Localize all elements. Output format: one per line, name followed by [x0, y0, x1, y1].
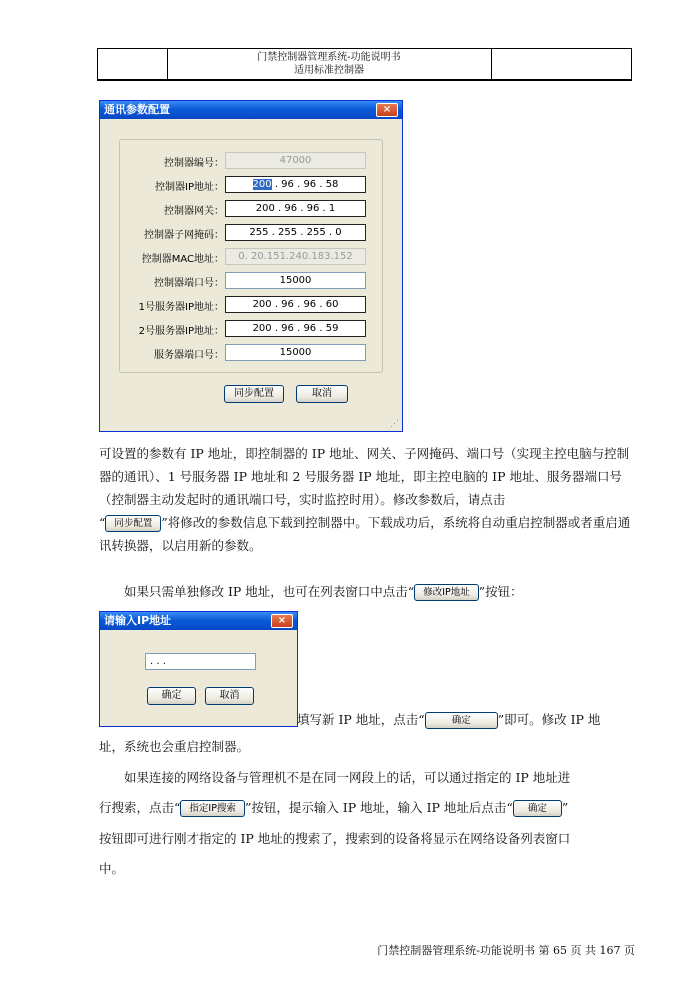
- paragraph-3-tail: 即可。修改 IP 地: [504, 712, 601, 727]
- inline-search-ip-button: 指定IP搜索: [180, 800, 245, 817]
- paragraph-1-tail: 将修改的参数信息下载到控制器中。下载成功后，系统将自动重启控制器或者重启通讯转换器，以启用新的参数。: [99, 515, 631, 553]
- cancel-button[interactable]: 取消: [205, 687, 254, 705]
- inline-ok-button-2: 确定: [513, 800, 562, 817]
- paragraph-3-text: 填写新 IP 地址，点击: [297, 712, 419, 727]
- subnet-mask-input[interactable]: 255 . 255 . 255 . 0: [225, 224, 366, 241]
- ok-button[interactable]: 确定: [147, 687, 196, 705]
- controller-id-input: 47000: [225, 152, 366, 169]
- paragraph-4-line4: 中。: [99, 861, 125, 876]
- gateway-input[interactable]: 200 . 96 . 96 . 1: [225, 200, 366, 217]
- paragraph-1: [99, 442, 634, 557]
- ip-input-title: 请输入IP地址: [104, 614, 172, 627]
- quote-open: “: [99, 515, 106, 530]
- ip-input-dialog: [99, 611, 298, 727]
- paragraph-4-line2: 行搜索，点击“ 指定IP搜索 ”按钮，提示输入 IP 地址，输入 IP 地址后点击“ 确定 ”: [99, 800, 569, 815]
- close-icon[interactable]: ×: [376, 103, 398, 117]
- inline-ok-button: 确定: [425, 712, 498, 729]
- controller-port-input[interactable]: 15000: [225, 272, 366, 289]
- paragraph-2-tail: 按钮：: [485, 584, 523, 599]
- controller-ip-rest: . 96 . 96 . 58: [271, 179, 339, 190]
- mac-address-input: 0. 20.151.240.183.152: [225, 248, 366, 265]
- page-header: [97, 48, 632, 81]
- paragraph-4-mid: 按钮，提示输入 IP 地址，输入 IP 地址后点击: [251, 800, 507, 815]
- quote-close: ”: [161, 515, 168, 530]
- field-label-subnet-mask: 控制器子网掩码：: [144, 230, 224, 241]
- paragraph-4-line1: 如果连接的网络设备与管理机不是在同一网段上的话，可以通过指定的 IP 地址进: [124, 770, 571, 785]
- paragraph-2-text: 如果只需单独修改 IP 地址，也可在列表窗口中点击: [124, 584, 408, 599]
- paragraph-1-text: 可设置的参数有 IP 地址，即控制器的 IP 地址、网关、子网掩码、端口号（实现主控电脑与控制器的通讯）、1 号服务器 IP 地址和 2 号服务器 IP 地址，即主控电脑的 IP 地址、服务器端口号（控制器主动发起时的通讯端口号，实时监控时用）。修改参数后，请点击: [99, 446, 630, 507]
- comm-config-titlebar: [100, 101, 402, 119]
- header-title-line2: 适用标准控制器: [294, 65, 364, 76]
- controller-ip-selection: 200: [252, 179, 272, 190]
- field-label-server1-ip: 1号服务器IP地址：: [138, 302, 224, 313]
- controller-ip-input[interactable]: [225, 176, 366, 193]
- field-label-gateway: 控制器网关：: [164, 206, 224, 217]
- ip-address-input[interactable]: . . .: [145, 653, 256, 670]
- field-label-controller-port: 控制器端口号：: [154, 278, 224, 289]
- header-cell-right: [492, 49, 632, 79]
- close-icon[interactable]: ×: [271, 614, 293, 628]
- field-label-server-port: 服务器端口号：: [154, 350, 224, 361]
- paragraph-4-pre: 行搜索，点击: [99, 800, 175, 815]
- header-cell-title: [167, 49, 492, 79]
- paragraph-4-line3: 按钮即可进行刚才指定的 IP 地址的搜索了，搜索到的设备将显示在网络设备列表窗口: [99, 831, 571, 846]
- sync-config-button[interactable]: 同步配置: [224, 385, 284, 403]
- paragraph-3-line1: 填写新 IP 地址，点击“ 确定 ”即可。修改 IP 地: [297, 712, 601, 727]
- header-title-line1: 门禁控制器管理系统-功能说明书: [257, 52, 401, 63]
- comm-config-title: 通讯参数配置: [104, 103, 170, 116]
- inline-sync-config-button: 同步配置: [105, 515, 161, 532]
- ip-input-titlebar: [100, 612, 297, 630]
- paragraph-3-line2: 址，系统也会重启控制器。: [99, 739, 250, 754]
- page-footer: 门禁控制器管理系统-功能说明书 第 65 页 共 167 页: [377, 944, 635, 957]
- resize-grip-icon[interactable]: ⋰: [390, 419, 399, 429]
- server-port-input[interactable]: 15000: [225, 344, 366, 361]
- header-cell-left: [97, 49, 168, 79]
- server1-ip-input[interactable]: 200 . 96 . 96 . 60: [225, 296, 366, 313]
- cancel-button[interactable]: 取消: [296, 385, 348, 403]
- paragraph-2: 如果只需单独修改 IP 地址，也可在列表窗口中点击“ 修改IP地址 ”按钮：: [124, 584, 523, 599]
- comm-config-dialog: [99, 100, 403, 432]
- field-label-server2-ip: 2号服务器IP地址：: [138, 326, 224, 337]
- server2-ip-input[interactable]: 200 . 96 . 96 . 59: [225, 320, 366, 337]
- field-label-controller-ip: 控制器IP地址：: [155, 182, 224, 193]
- inline-modify-ip-button: 修改IP地址: [414, 584, 479, 601]
- field-label-controller-id: 控制器编号：: [164, 158, 224, 169]
- field-label-mac: 控制器MAC地址：: [141, 254, 224, 265]
